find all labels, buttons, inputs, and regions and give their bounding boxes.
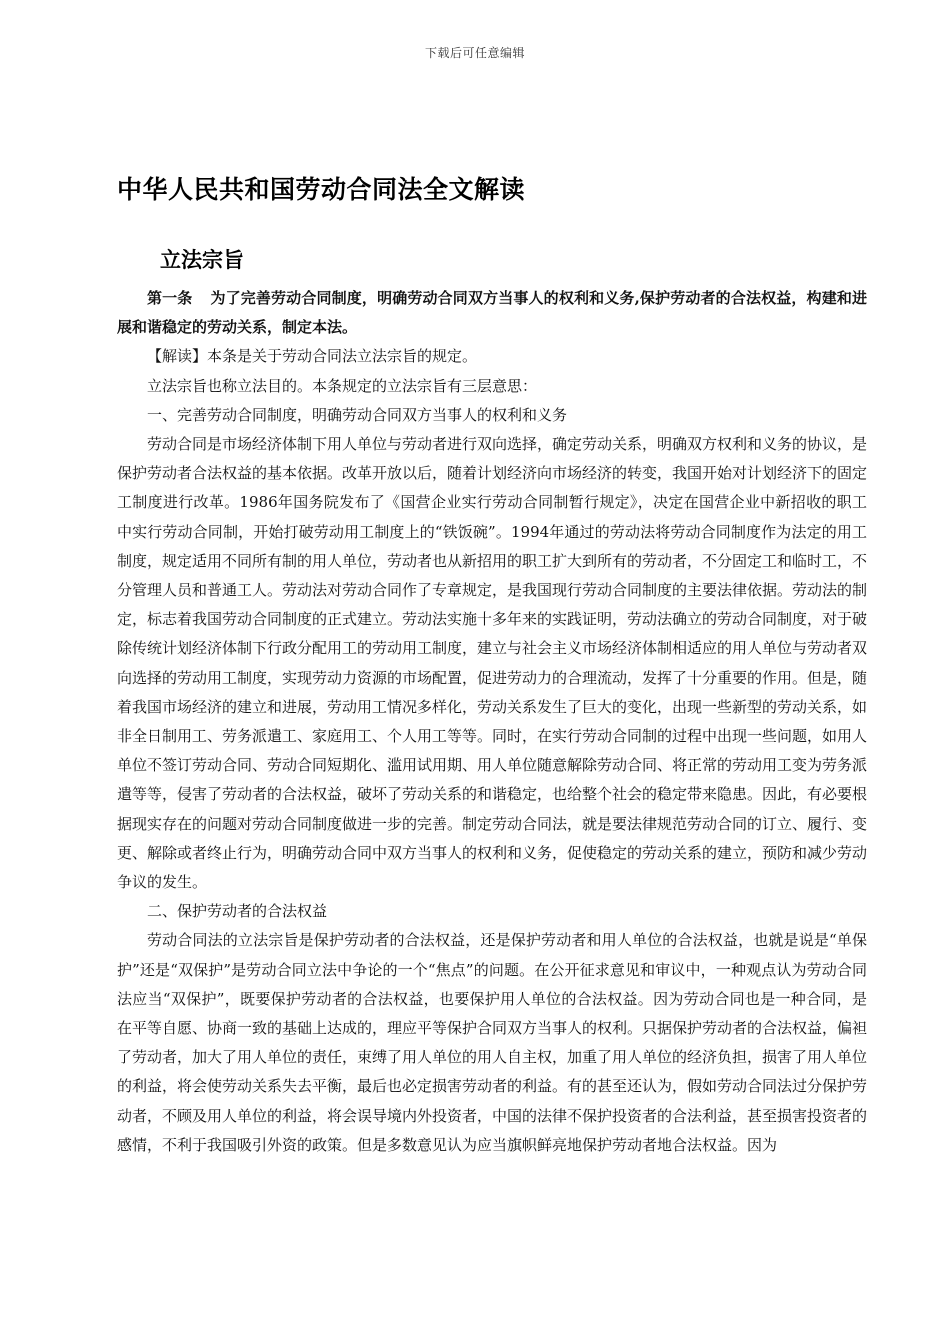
- paragraph-point-two-body: 劳动合同法的立法宗旨是保护劳动者的合法权益，还是保护劳动者和用人单位的合法权益，也就是说是“单保护”还是“双保护”是劳动合同立法中争论的一个“焦点”的问题。在公开征求意见和审议中，一种观点认为劳动合同法应当“双保护”，既要保护劳动者的合法权益，也要保护用人单位的合法权益。因为劳动合同也是一种合同，是在平等自愿、协商一致的基础上达成的，理应平等保护合同双方当事人的权利。只据保护劳动者的合法权益，偏袒了劳动者，加大了用人单位的责任，束缚了用人单位的用人自主权，加重了用人单位的经济负担，损害了用人单位的利益，将会使劳动关系失去平衡，最后也必定损害劳动者的利益。有的甚至还认为，假如劳动合同法过分保护劳动者，不顾及用人单位的利益，将会误导境内外投资者，中国的法律不保护投资者的合法利益，甚至损害投资者的感情，不利于我国吸引外资的政策。但是多数意见认为应当旗帜鲜亮地保护劳动者地合法权益。因为: [117, 931, 868, 1154]
- document-body: [117, 284, 867, 1160]
- article-number: 第一条: [147, 289, 193, 307]
- paragraph-purpose-intro: 立法宗旨也称立法目的。本条规定的立法宗旨有三层意思：: [147, 376, 538, 395]
- paragraph-point-one-body: 劳动合同是市场经济体制下用人单位与劳动者进行双向选择，确定劳动关系，明确双方权利和义务的协议，是保护劳动者合法权益的基本依据。改革开放以后，随着计划经济向市场经济的转变，我国开始对计划经济下的固定工制度进行改革。1986年国务院发布了《国营企业实行劳动合同制暂行规定》，决定在国营企业中新招收的职工中实行劳动合同制，开始打破劳动用工制度上的“铁饭碗”。1994年通过的劳动法将劳动合同制度作为法定的用工制度，规定适用不同所有制的用人单位，劳动者也从新招用的职工扩大到所有的劳动者，不分固定工和临时工，不分管理人员和普通工人。劳动法对劳动合同作了专章规定，是我国现行劳动合同制度的主要法律依据。劳动法的制定，标志着我国劳动合同制度的正式建立。劳动法实施十多年来的实践证明，劳动法确立的劳动合同制度，对于破除传统计划经济体制下行政分配用工的劳动用工制度，建立与社会主义市场经济体制相适应的用人单位与劳动者双向选择的劳动用工制度，实现劳动力资源的市场配置，促进劳动力的合理流动，发挥了十分重要的作用。但是，随着我国市场经济的建立和进展，劳动用工情况多样化，劳动关系发生了巨大的变化，出现一些新型的劳动关系，如非全日制用工、劳务派遣工、家庭用工、个人用工等等。同时，在实行劳动合同制的过程中出现一些问题，如用人单位不签订劳动合同、劳动合同短期化、滥用试用期、用人单位随意解除劳动合同、将正常的劳动用工变为劳务派遣等等，侵害了劳动者的合法权益，破坏了劳动关系的和谐稳定，也给整个社会的稳定带来隐患。因此，有必要根据现实存在的问题对劳动合同制度做进一步的完善。制定劳动合同法，就是要法律规范劳动合同的订立、履行、变更、解除或者终止行为，明确劳动合同中双方当事人的权利和义务，促使稳定的劳动关系的建立，预防和减少劳动争议的发生。: [117, 435, 868, 892]
- paragraph-point-one-heading: 一、完善劳动合同制度，明确劳动合同双方当事人的权利和义务: [147, 405, 568, 424]
- article-1: [117, 284, 867, 342]
- paragraph-point-two-heading: 二、保护劳动者的合法权益: [147, 902, 328, 921]
- section-heading: 立法宗旨: [160, 248, 244, 272]
- article-text: 为了完善劳动合同制度，明确劳动合同双方当事人的权利和义务,保护劳动者的合法权益，构建和进展和谐稳定的劳动关系，制定本法。: [117, 289, 867, 337]
- document-title: 中华人民共和国劳动合同法全文解读: [117, 175, 526, 204]
- page-header-note: 下载后可任意编辑: [424, 46, 525, 60]
- paragraph-interpretation: 【解读】本条是关于劳动合同法立法宗旨的规定。: [147, 347, 478, 366]
